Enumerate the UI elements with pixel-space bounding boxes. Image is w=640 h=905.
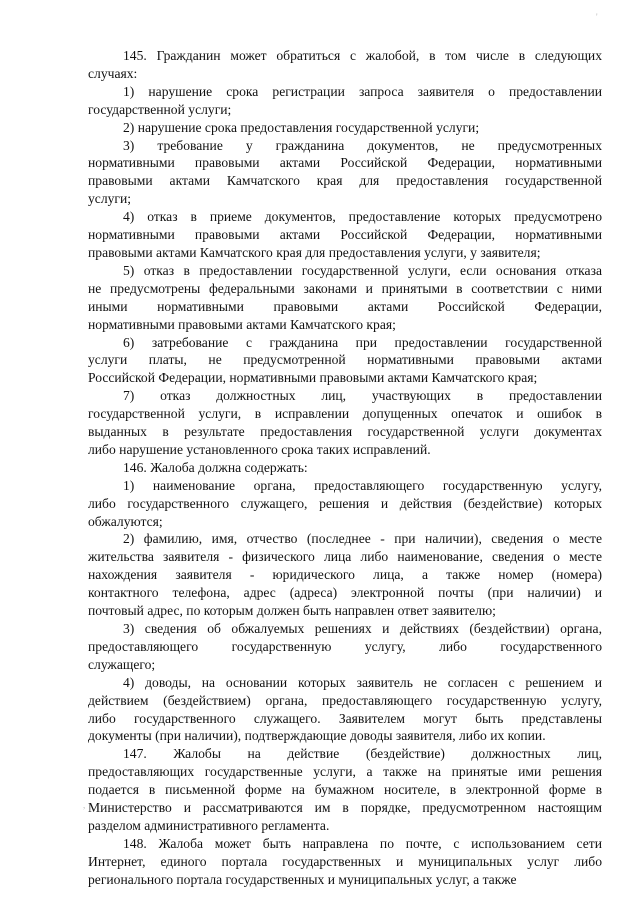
paragraph-line: правовыми актами Камчатского края для предоставления услуги, у заявителя; [88,244,541,260]
scan-artifact-left-margin: , [83,800,86,810]
paragraph-line: государственной услуги; [88,101,232,117]
paragraph-line: разделом административного регламента. [88,817,330,833]
paragraph [88,334,602,388]
paragraph-line: 4) отказ в приеме документов, предоставление которых предусмотрено [123,209,602,225]
paragraph-line: не предусмотрены федеральными законами и принятыми в соответствии с ними [88,280,602,296]
paragraph-line: нормативными правовыми актами Российской Федерации, нормативными [88,227,602,243]
document-page [88,47,602,889]
paragraph-line: 1) наименование органа, предоставляющего государственную услугу, [123,477,602,493]
paragraph-line: 4) доводы, на основании которых заявитель не согласен с решением и [123,674,602,690]
paragraph [88,674,602,746]
paragraph-line: либо государственного служащего, решения и действия (бездействие) которых [88,495,602,511]
paragraph-line: контактного телефона, адрес (адреса) электронной почты (при наличии) и [88,585,602,601]
paragraph [88,119,602,137]
paragraph [88,459,602,477]
paragraph-line: 3) требование у гражданина документов, не предусмотренных [123,137,602,153]
paragraph-line: нормативными правовыми актами Российской Федерации, нормативными [88,155,602,171]
paragraph-line: предоставляющего государственную услугу, либо государственного [88,638,602,654]
paragraph-line: либо нарушение установленного срока таких исправлений. [88,441,431,457]
paragraph-line: Министерство и рассматриваются им в порядке, предусмотренном настоящим [88,800,602,816]
paragraph-line: подается в письменной форме на бумажном носителе, в электронной форме в [88,782,602,798]
paragraph-line: действием (бездействием) органа, предоставляющего государственную услугу, [88,692,602,708]
paragraph-line: 2) фамилию, имя, отчество (последнее - при наличии), сведения о месте [123,531,602,547]
paragraph-line: 148. Жалоба может быть направлена по почте, с использованием сети [123,835,602,851]
paragraph [88,835,602,889]
paragraph [88,208,602,262]
paragraph-line: 7) отказ должностных лиц, участвующих в предоставлении [123,388,602,404]
paragraph-line: Российской Федерации, нормативными правовыми актами Камчатского края; [88,370,538,386]
paragraph-line: 147. Жалобы на действие (бездействие) должностных лиц, [123,746,602,762]
paragraph [88,530,602,620]
paragraph-line: 2) нарушение срока предоставления государственной услуги; [123,119,480,135]
paragraph [88,745,602,835]
paragraph-line: случаях: [88,65,138,81]
paragraph [88,137,602,209]
paragraph [88,620,602,674]
paragraph-line: либо государственного служащего. Заявителем могут быть представлены [88,710,602,726]
paragraph-line: жительства заявителя - физического лица либо наименование, сведения о месте [88,549,602,565]
paragraph-line: Интернет, единого портала государственных и муниципальных услуг либо [88,853,602,869]
paragraph-line: услуги платы, не предусмотренной нормативными правовыми актами [88,352,602,368]
paragraph-line: служащего; [88,656,156,672]
paragraph-line: выданных в результате предоставления государственной услуги документах [88,424,602,440]
paragraph-line: нормативными правовыми актами Камчатского края; [88,316,396,332]
paragraph-line: 145. Гражданин может обратиться с жалобой, в том числе в следующих [123,48,602,63]
paragraph-line: предоставляющих государственные услуги, а также на принятые ими решения [88,764,602,780]
scan-artifact-top-right: ' [596,12,598,22]
paragraph-line: иными нормативными правовыми актами Российской Федерации, [88,298,602,314]
paragraph-line: 6) затребование с гражданина при предоставлении государственной [123,334,602,350]
paragraph-line: почтовый адрес, по которым должен быть направлен ответ заявителю; [88,603,496,619]
paragraph-line: документы (при наличии), подтверждающие доводы заявителя, либо их копии. [88,728,546,744]
paragraph-line: нахождения заявителя - юридического лица, а также номер (номера) [88,567,602,583]
paragraph-line: государственной услуги, в исправлении допущенных опечаток и ошибок в [88,406,602,422]
paragraph-line: 5) отказ в предоставлении государственной услуги, если основания отказа [123,262,602,278]
paragraph-line: 1) нарушение срока регистрации запроса заявителя о предоставлении [123,83,602,99]
paragraph-line: правовыми актами Камчатского края для предоставления государственной [88,173,602,189]
paragraph [88,477,602,531]
paragraph-line: регионального портала государственных и муниципальных услуг, а также [88,871,517,887]
paragraph-line: 146. Жалоба должна содержать: [123,459,308,475]
paragraph [88,387,602,459]
paragraph-line: услуги; [88,191,132,207]
paragraph [88,262,602,334]
paragraph-line: обжалуются; [88,513,163,529]
paragraph [88,83,602,119]
paragraph [88,47,602,83]
paragraph-line: 3) сведения об обжалуемых решениях и действиях (бездействии) органа, [123,621,602,636]
